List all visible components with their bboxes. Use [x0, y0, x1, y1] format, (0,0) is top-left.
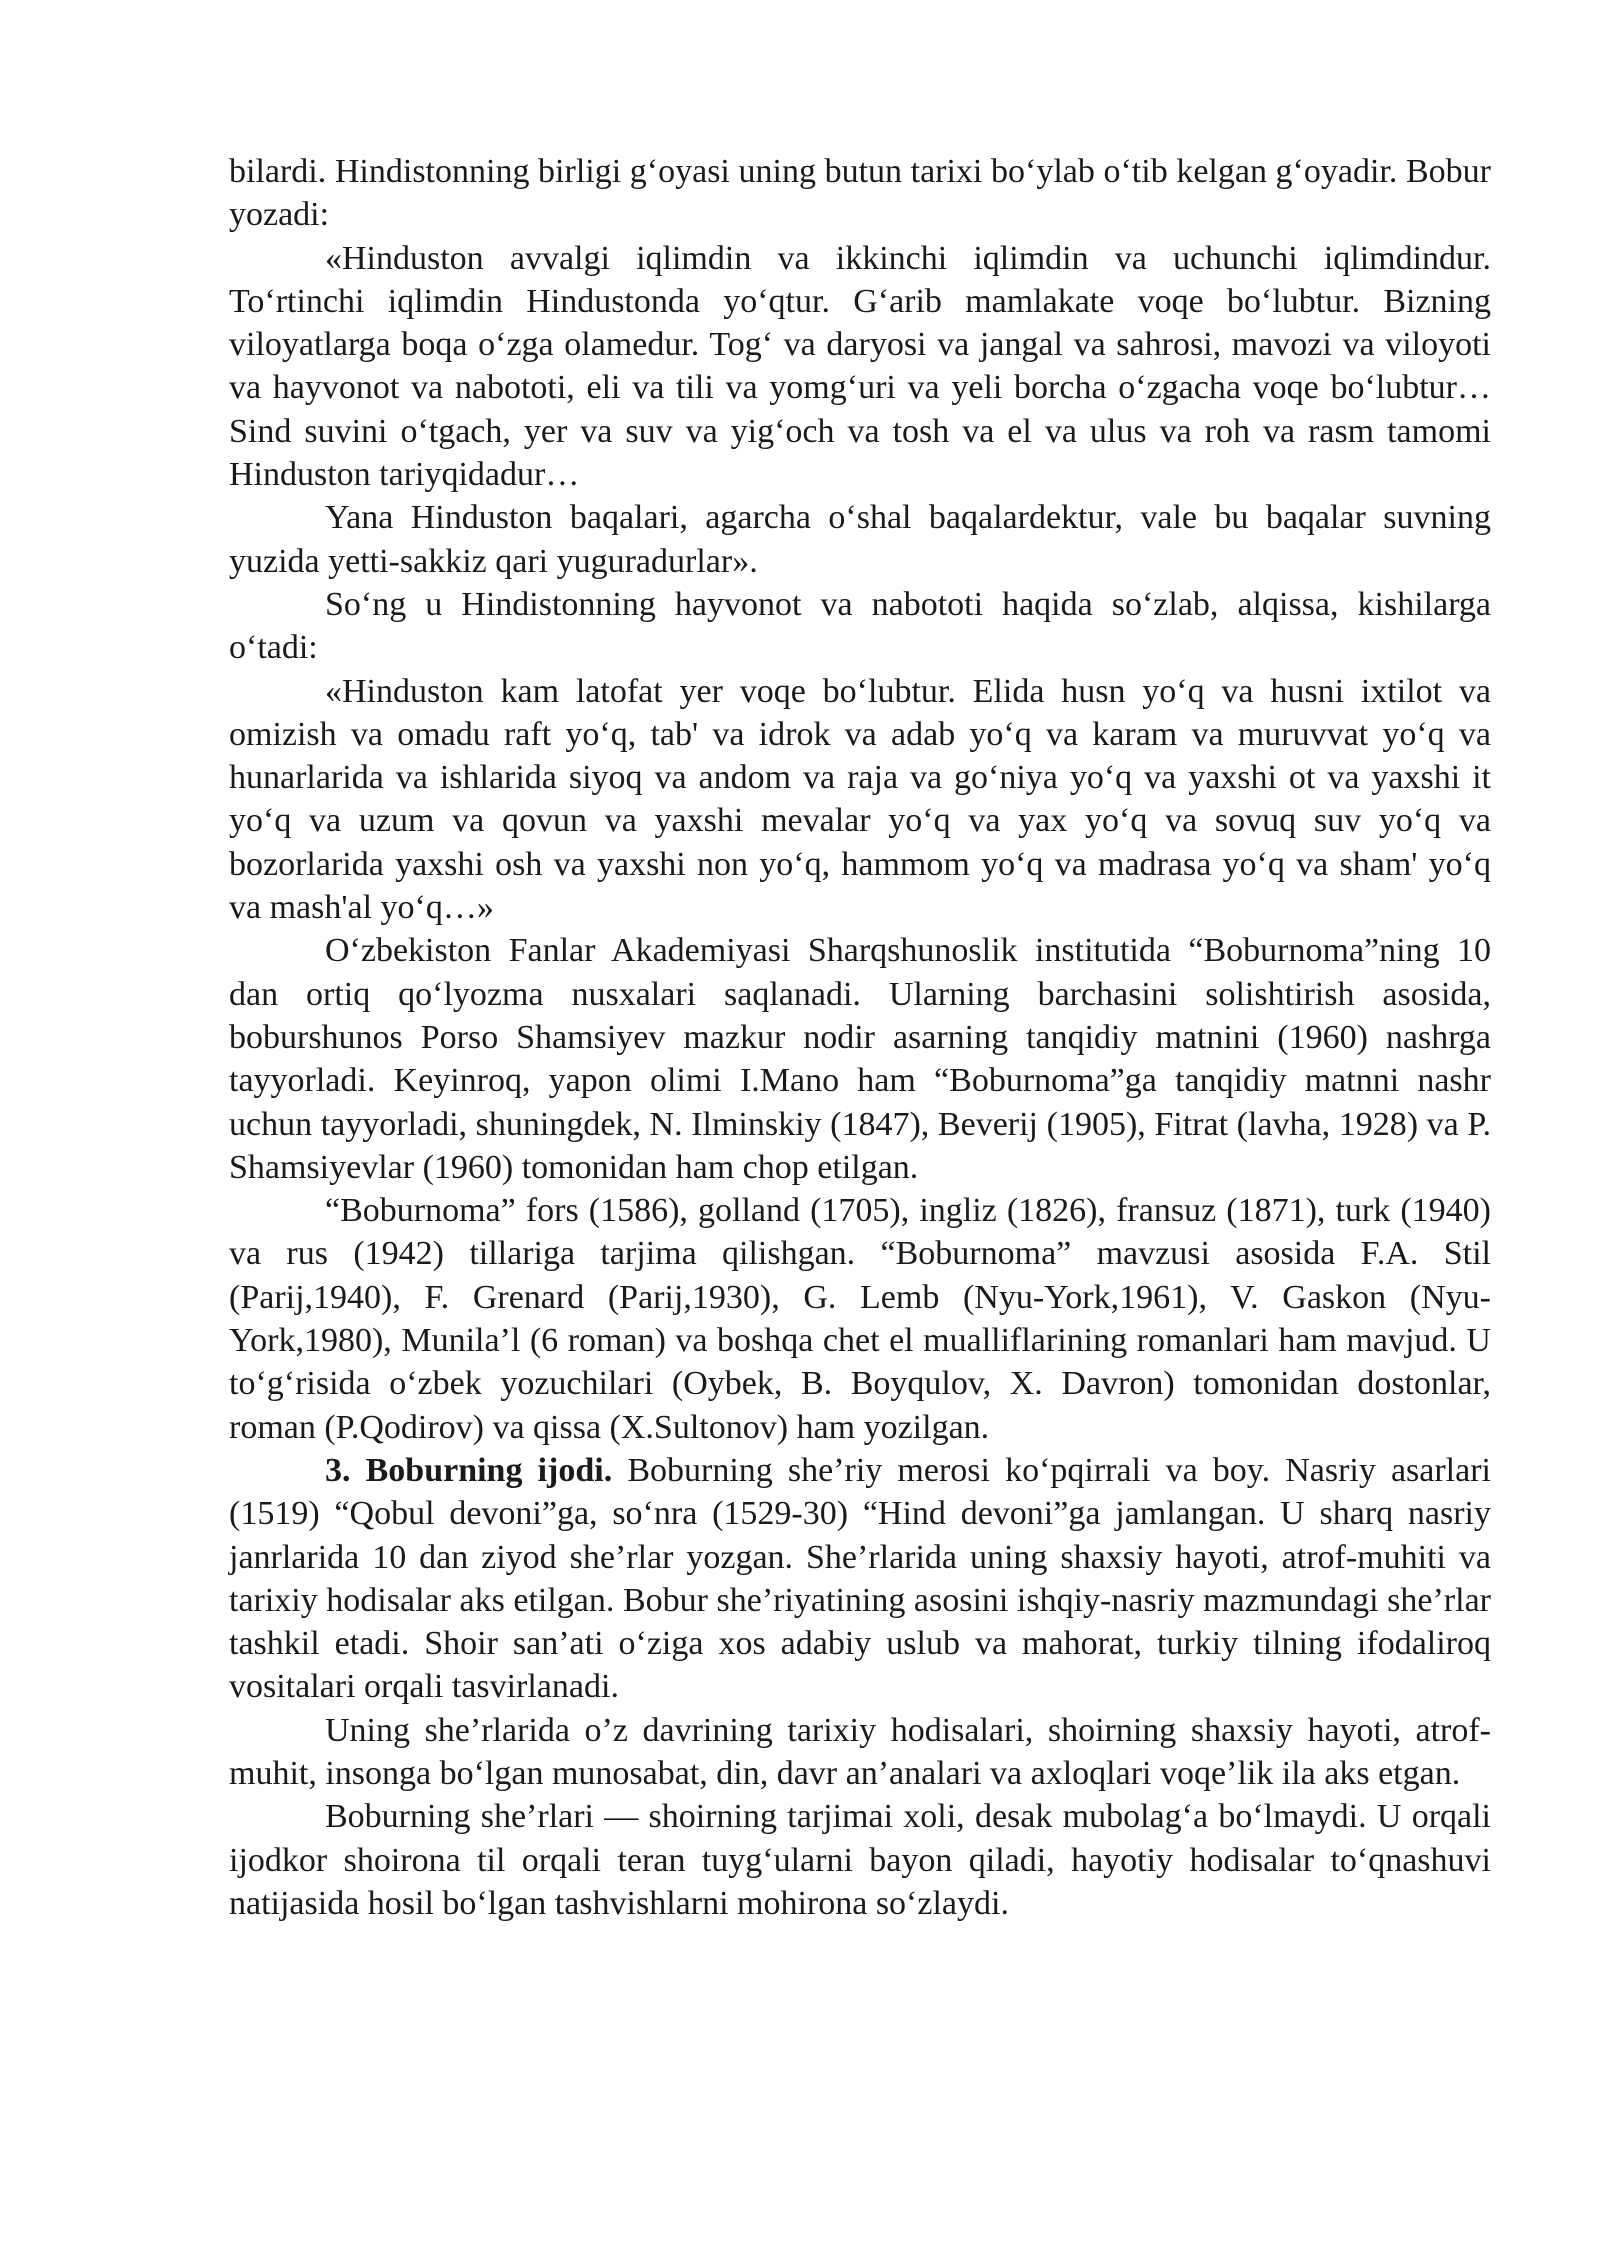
paragraph-text: Boburning she’rlari — shoirning tarjimai xoli, desak mubolag‘a bo‘lmaydi. U orqali ijodkor shoirona til orqali teran tuyg‘ularni bayon qiladi, hayotiy hodisalar to‘qnashuvi natijasida hosil bo‘lgan tashvishlarni mohirona so‘zlaydi. — [229, 1798, 1491, 1922]
paragraph-text: O‘zbekiston Fanlar Akademiyasi Sharqshunoslik institutida “Boburnoma”ning 10 dan ortiq qo‘lyozma nusxalari saqlanadi. Ularning barchasini solishtirish asosida, boburshunos Porso Shamsiyev mazkur nodir asarning tanqidiy matnini (1960) nashrga tayyorladi. Keyinroq, yapon olimi I.Mano ham “Boburnoma”ga tanqidiy matnni nashr uchun tayyorladi, shuningdek, N. Ilminskiy (1847), Beverij (1905), Fitrat (lavha, 1928) va P. Shamsiyevlar (1960) tomonidan ham chop etilgan. — [229, 932, 1491, 1186]
paragraph-6 — [229, 1795, 1491, 1925]
paragraph-text: «Hinduston avvalgi iqlimdin va ikkinchi iqlimdin va uchunchi iqlimdindur. To‘rtinchi iqlimdin Hindustonda yo‘qtur. G‘arib mamlakate voqe bo‘lubtur. Bizning viloyatlarga boqa o‘zga olamedur. Tog‘ va daryosi va jangal va sahrosi, mavozi va viloyoti va hayvonot va nabototi, eli va tili va yomg‘uri va yeli borcha o‘zgacha voqe bo‘lubtur… Sind suvini o‘tgach, yer va suv va yig‘och va tosh va el va ulus va roh va rasm tamomi Hinduston tariyqidadur… — [229, 239, 1491, 494]
paragraph-text: bilardi. Hindistonning birligi g‘oyasi uning butun tarixi bo‘ylab o‘tib kelgan g‘oyadir. Bobur yozadi: — [229, 153, 1491, 234]
paragraph-text: «Hinduston kam latofat yer voqe bo‘lubtur. Elida husn yo‘q va husni ixtilot va omizish va omadu raft yo‘q, tab' va idrok va adab yo‘q va karam va muruvvat yo‘q va hunarlarida va ishlarida siyoq va andom va raja va go‘niya yo‘q va yaxshi ot va yaxshi it yo‘q va uzum va qovun va yaxshi mevalar yo‘q va yax yo‘q va sovuq suv yo‘q va bozorlarida yaxshi osh va yaxshi non yo‘q, hammom yo‘q va madrasa yo‘q va sham' yo‘q va mash'al yo‘q…» — [229, 672, 1491, 927]
paragraph-text: Boburning she’riy merosi ko‘pqirrali va boy. Nasriy asarlari (1519) “Qobul devoni”ga, so‘nra (1529-30) “Hind devoni”ga jamlangan. U sharq nasriy janrlarida 10 dan ziyod she’rlar yozgan. She’rlarida uning shaxsiy hayoti, atrof-muhiti va tarixiy hodisalar aks etilgan. Bobur she’riyatining asosini ishqiy-nasriy mazmundagi she’rlar tashkil etadi. Shoir san’ati o‘ziga xos adabiy uslub va mahorat, turkiy tilning ifodaliroq vositalari orqali tasvirlanadi. — [229, 1451, 1491, 1706]
paragraph-3 — [229, 929, 1491, 1189]
paragraph-text: Yana Hinduston baqalari, agarcha o‘shal baqalardektur, vale bu baqalar suvning yuzida yetti-sakkiz qari yuguradurlar». — [229, 499, 1491, 580]
paragraph-text: Uning she’rlarida o’z davrining tarixiy hodisalari, shoirning shaxsiy hayoti, atrof-muhit, insonga bo‘lgan munosabat, din, davr an’analari va axloqlari voqe’lik ila aks etgan. — [229, 1711, 1491, 1792]
quote-paragraph-3 — [229, 670, 1491, 930]
paragraph-text: So‘ng u Hindistonning hayvonot va nabototi haqida so‘zlab, alqissa, kishilarga o‘tadi: — [229, 585, 1491, 667]
paragraph-1 — [229, 150, 1491, 237]
document-page — [229, 150, 1491, 1925]
section-heading: 3. Boburning ijodi. — [325, 1451, 613, 1489]
quote-paragraph-1 — [229, 237, 1491, 497]
quote-paragraph-2 — [229, 496, 1491, 583]
paragraph-5 — [229, 1709, 1491, 1796]
paragraph-4 — [229, 1189, 1491, 1449]
section-paragraph — [229, 1449, 1491, 1709]
paragraph-text: “Boburnoma” fors (1586), golland (1705), ingliz (1826), fransuz (1871), turk (1940) va rus (1942) tillariga tarjima qilishgan. “Boburnoma” mavzusi asosida F.A. Stil (Parij,1940), F. Grenard (Parij,1930), G. Lemb (Nyu-York,1961), V. Gaskon (Nyu-York,1980), Munila’l (6 roman) va boshqa chet el mualliflarining romanlari ham mavjud. U to‘g‘risida o‘zbek yozuchilari (Oybek, B. Boyqulov, X. Davron) tomonidan dostonlar, roman (P.Qodirov) va qissa (X.Sultonov) ham yozilgan. — [229, 1192, 1491, 1446]
paragraph-2 — [229, 583, 1491, 670]
